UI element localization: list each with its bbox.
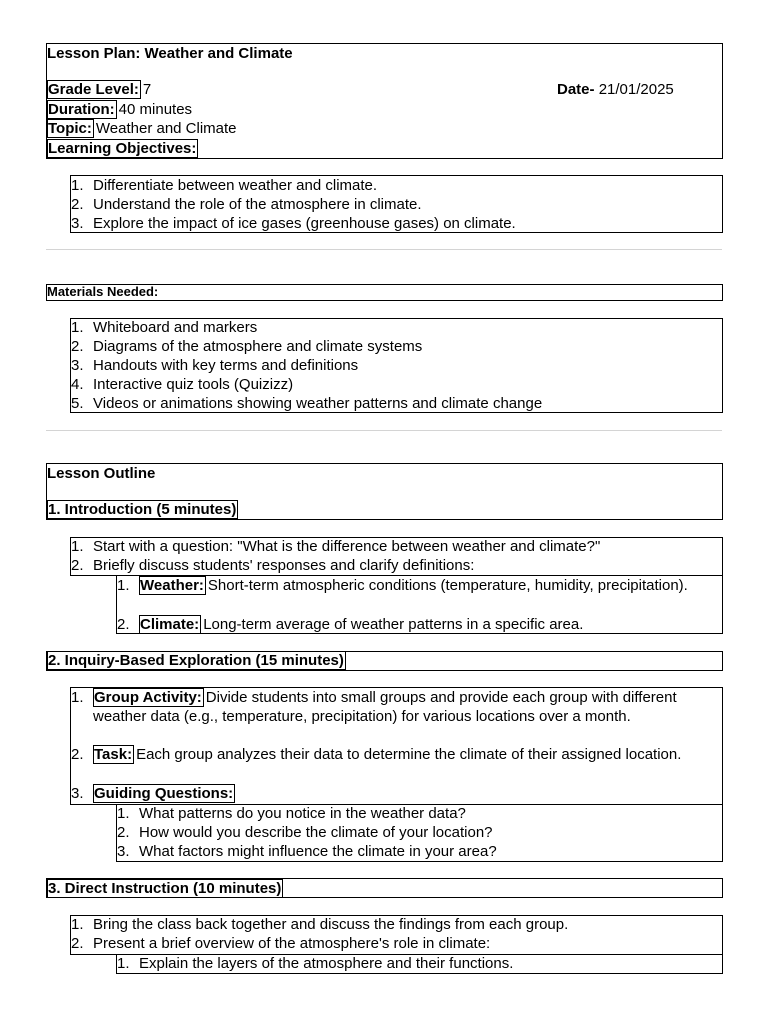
task-text: Each group analyzes their data to determine the climate of their assigned location. bbox=[136, 746, 682, 763]
list-number: 1. bbox=[117, 805, 130, 822]
date-value: 21/01/2025 bbox=[598, 81, 674, 98]
list-number: 1. bbox=[71, 689, 84, 706]
material-item: Videos or animations showing weather patterns and climate change bbox=[93, 395, 543, 412]
date-label: Date- bbox=[557, 81, 595, 98]
intro-item: Start with a question: "What is the difference between weather and climate?" bbox=[93, 538, 601, 555]
list-number: 1. bbox=[71, 177, 84, 194]
list-number: 2. bbox=[71, 338, 84, 355]
topic-value: Weather and Climate bbox=[95, 120, 237, 137]
divider bbox=[46, 249, 722, 250]
intro-subitem bbox=[139, 615, 583, 634]
divider bbox=[46, 430, 722, 431]
direct-heading-text: 3. Direct Instruction (10 minutes) bbox=[48, 880, 282, 897]
intro-subitem bbox=[139, 576, 699, 595]
inquiry-item bbox=[93, 784, 237, 803]
page-title: Lesson Plan: Weather and Climate bbox=[47, 45, 293, 62]
group-activity-text: Divide students into small groups and provide each group with different weather data (e.g., temperature, precipitation) for various locations over a month. bbox=[93, 689, 677, 725]
list-number: 4. bbox=[71, 376, 84, 393]
intro-heading-text: 1. Introduction (5 minutes) bbox=[48, 501, 237, 518]
group-activity-label: Group Activity: bbox=[94, 689, 202, 706]
objective-item: Differentiate between weather and climate. bbox=[93, 177, 378, 194]
material-item: Handouts with key terms and definitions bbox=[93, 357, 359, 374]
material-item: Interactive quiz tools (Quizizz) bbox=[93, 376, 294, 393]
topic-label: Topic: bbox=[48, 120, 92, 137]
climate-label: Climate: bbox=[140, 616, 200, 633]
duration-row bbox=[47, 100, 192, 119]
intro-heading bbox=[47, 500, 240, 519]
direct-item: Bring the class back together and discuss the findings from each group. bbox=[93, 916, 569, 933]
list-number: 2. bbox=[71, 746, 84, 763]
grade-level-row bbox=[47, 80, 151, 99]
objectives-label: Learning Objectives: bbox=[48, 140, 197, 157]
materials-heading: Materials Needed: bbox=[47, 284, 159, 299]
intro-item: Briefly discuss students' responses and clarify definitions: bbox=[93, 557, 475, 574]
objectives-row bbox=[47, 139, 200, 158]
topic-row bbox=[47, 119, 237, 138]
objective-item: Understand the role of the atmosphere in climate. bbox=[93, 196, 422, 213]
climate-text: Long-term average of weather patterns in a specific area. bbox=[203, 616, 584, 633]
inquiry-heading-text: 2. Inquiry-Based Exploration (15 minutes) bbox=[48, 652, 344, 669]
question-item: What patterns do you notice in the weather data? bbox=[139, 805, 466, 822]
list-number: 1. bbox=[71, 319, 84, 336]
list-number: 2. bbox=[71, 935, 84, 952]
objective-item: Explore the impact of ice gases (greenhouse gases) on climate. bbox=[93, 215, 516, 232]
date-row bbox=[557, 80, 674, 99]
direct-heading bbox=[47, 879, 285, 898]
list-number: 1. bbox=[71, 538, 84, 555]
inquiry-heading bbox=[47, 651, 348, 670]
list-number: 2. bbox=[71, 196, 84, 213]
inquiry-item bbox=[93, 745, 718, 764]
list-number: 3. bbox=[71, 215, 84, 232]
direct-subitem: Explain the layers of the atmosphere and their functions. bbox=[139, 955, 514, 972]
duration-label: Duration: bbox=[48, 101, 115, 118]
list-number: 3. bbox=[117, 843, 130, 860]
list-number: 1. bbox=[117, 577, 130, 594]
list-number: 5. bbox=[71, 395, 84, 412]
weather-text: Short-term atmospheric conditions (temperature, humidity, precipitation). bbox=[207, 577, 688, 594]
grade-level-value: 7 bbox=[142, 81, 152, 98]
list-number: 2. bbox=[71, 557, 84, 574]
question-item: What factors might influence the climate in your area? bbox=[139, 843, 497, 860]
inquiry-item bbox=[93, 688, 718, 726]
list-number: 3. bbox=[71, 357, 84, 374]
list-number: 1. bbox=[71, 916, 84, 933]
material-item: Whiteboard and markers bbox=[93, 319, 258, 336]
list-number: 2. bbox=[117, 616, 130, 633]
list-number: 3. bbox=[71, 785, 84, 802]
grade-level-label: Grade Level: bbox=[48, 81, 139, 98]
question-item: How would you describe the climate of your location? bbox=[139, 824, 493, 841]
outline-heading: Lesson Outline bbox=[47, 465, 156, 482]
task-label: Task: bbox=[94, 746, 133, 763]
guiding-questions-label: Guiding Questions: bbox=[94, 785, 234, 802]
material-item: Diagrams of the atmosphere and climate systems bbox=[93, 338, 423, 355]
direct-item: Present a brief overview of the atmosphere's role in climate: bbox=[93, 935, 491, 952]
weather-label: Weather: bbox=[140, 577, 204, 594]
list-number: 2. bbox=[117, 824, 130, 841]
duration-value: 40 minutes bbox=[118, 101, 193, 118]
list-number: 1. bbox=[117, 955, 130, 972]
